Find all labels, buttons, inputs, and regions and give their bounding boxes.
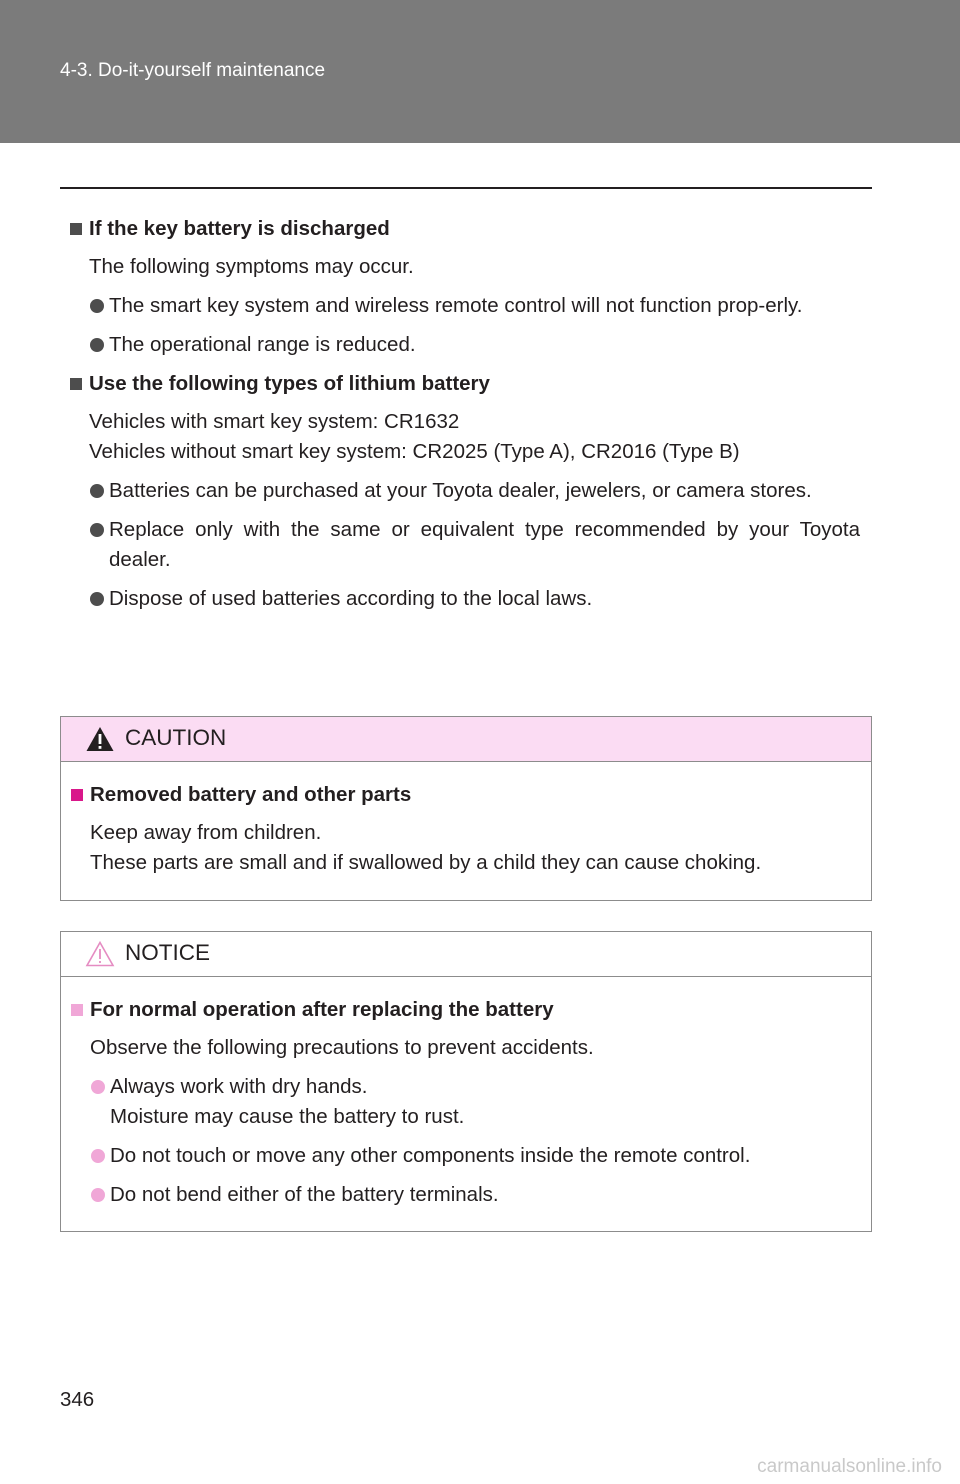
list-item: Replace only with the same or equivalent type recommended by your Toyota dealer. bbox=[70, 515, 860, 575]
square-bullet-icon bbox=[70, 378, 82, 390]
circle-bullet-icon bbox=[91, 1188, 105, 1202]
circle-bullet-icon bbox=[90, 484, 104, 498]
caution-text: Keep away from children. These parts are small and if swallowed by a child they can cause choking. bbox=[90, 821, 762, 874]
circle-bullet-icon bbox=[90, 592, 104, 606]
divider bbox=[60, 187, 872, 189]
circle-bullet-icon bbox=[90, 338, 104, 352]
square-bullet-icon bbox=[70, 223, 82, 235]
notice-heading: For normal operation after replacing the battery bbox=[71, 995, 861, 1025]
square-bullet-icon bbox=[71, 789, 83, 801]
list-item: Dispose of used batteries according to the local laws. bbox=[70, 584, 860, 614]
caution-body bbox=[61, 762, 871, 878]
page-number: 346 bbox=[60, 1388, 95, 1411]
caution-header bbox=[61, 717, 871, 762]
caution-heading: Removed battery and other parts bbox=[71, 780, 861, 810]
circle-bullet-icon bbox=[91, 1149, 105, 1163]
circle-bullet-icon bbox=[90, 299, 104, 313]
caution-box bbox=[60, 716, 872, 901]
caution-label: CAUTION bbox=[125, 725, 227, 750]
battery-type-line: Vehicles with smart key system: CR1632 bbox=[89, 410, 460, 433]
battery-type-line: Vehicles without smart key system: CR2025 (Type A), CR2016 (Type B) bbox=[89, 440, 740, 463]
notice-label: NOTICE bbox=[125, 940, 211, 965]
list-item: The operational range is reduced. bbox=[70, 330, 860, 360]
notice-intro: Observe the following precautions to prevent accidents. bbox=[90, 1036, 594, 1059]
list-item: The smart key system and wireless remote control will not function prop-erly. bbox=[70, 291, 860, 321]
list-item: Batteries can be purchased at your Toyota dealer, jewelers, or camera stores. bbox=[70, 476, 860, 506]
circle-bullet-icon bbox=[90, 523, 104, 537]
main-content bbox=[70, 214, 860, 614]
list-item: Do not bend either of the battery terminals. bbox=[71, 1180, 861, 1210]
watermark: carmanualsonline.info bbox=[757, 1456, 942, 1477]
notice-body bbox=[61, 977, 871, 1210]
list-item: Always work with dry hands. Moisture may cause the battery to rust. bbox=[71, 1072, 861, 1132]
notice-header bbox=[61, 932, 871, 977]
paragraph bbox=[70, 407, 860, 467]
section-heading: Use the following types of lithium battery bbox=[70, 369, 860, 399]
section-heading: If the key battery is discharged bbox=[70, 214, 860, 244]
warning-triangle-outline-icon bbox=[85, 940, 115, 968]
warning-triangle-icon bbox=[85, 725, 115, 753]
notice-box bbox=[60, 931, 872, 1232]
page-header bbox=[0, 0, 960, 143]
paragraph: The following symptoms may occur. bbox=[89, 255, 414, 278]
square-bullet-icon bbox=[71, 1004, 83, 1016]
circle-bullet-icon bbox=[91, 1080, 105, 1094]
section-title: 4-3. Do-it-yourself maintenance bbox=[60, 60, 326, 81]
list-item: Do not touch or move any other components inside the remote control. bbox=[71, 1141, 861, 1171]
